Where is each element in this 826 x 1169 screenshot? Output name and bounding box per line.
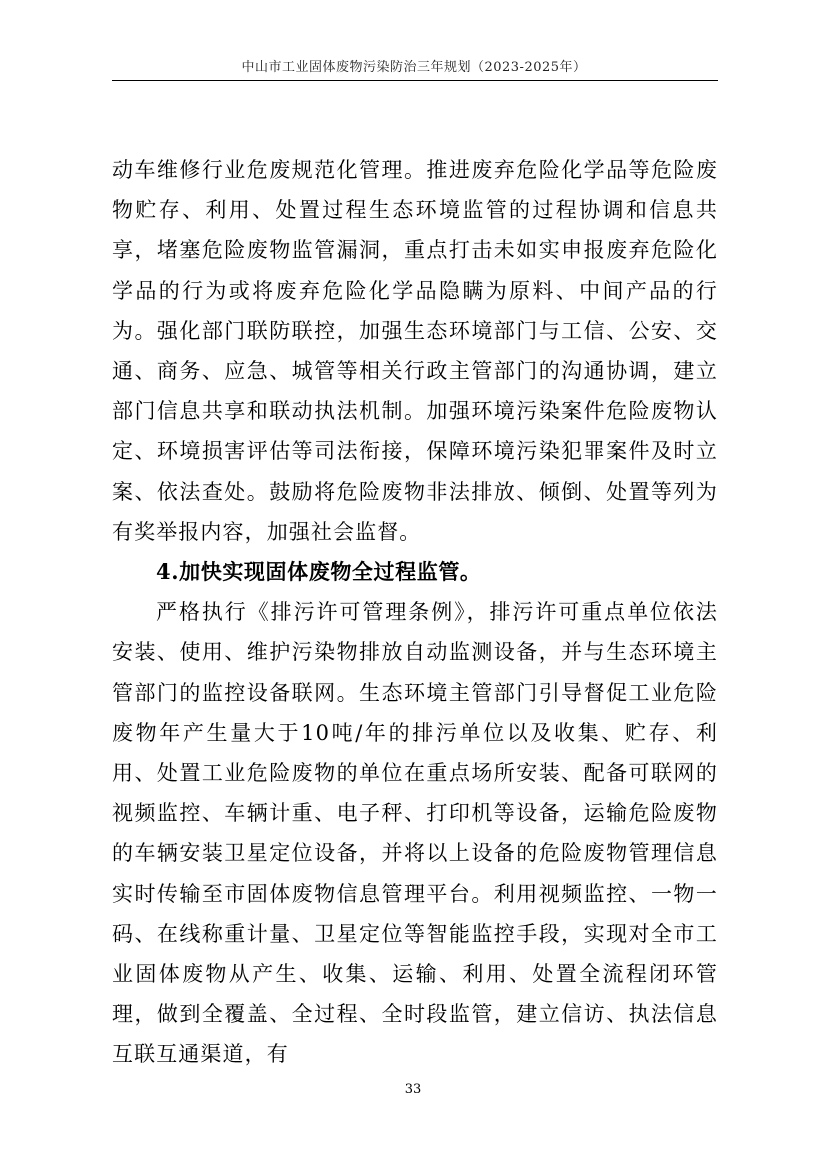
page-number: 33 bbox=[404, 1082, 422, 1097]
document-body bbox=[112, 150, 718, 1075]
header-divider bbox=[112, 80, 718, 81]
body-paragraph-continued: 动车维修行业危废规范化管理。推进废弃危险化学品等危险废物贮存、利用、处置过程生态环境监管的过程协调和信息共享，堵塞危险废物监管漏洞，重点打击未如实申报废弃危险化学品的行为或将废弃危险化学品隐瞒为原料、中间产品的行为。强化部门联防联控，加强生态环境部门与工信、公安、交通、商务、应急、城管等相关行政主管部门的沟通协调，建立部门信息共享和联动执法机制。加强环境污染案件危险废物认定、环境损害评估等司法衔接，保障环境污染犯罪案件及时立案、依法查处。鼓励将危险废物非法排放、倾倒、处置等列为有奖举报内容，加强社会监督。 bbox=[112, 158, 718, 544]
running-header: 中山市工业固体废物污染防治三年规划（2023-2025年） bbox=[241, 60, 587, 75]
body-paragraph: 严格执行《排污许可管理条例》，排污许可重点单位依法安装、使用、维护污染物排放自动监测设备，并与生态环境主管部门的监控设备联网。生态环境主管部门引导督促工业危险废物年产生量大于10吨/年的排污单位以及收集、贮存、利用、处置工业危险废物的单位在重点场所安装、配备可联网的视频监控、车辆计重、电子秤、打印机等设备，运输危险废物的车辆安装卫星定位设备，并将以上设备的危险废物管理信息实时传输至市固体废物信息管理平台。利用视频监控、一物一码、在线称重计量、卫星定位等智能监控手段，实现对全市工业固体废物从产生、收集、运输、利用、处置全流程闭环管理，做到全覆盖、全过程、全时段监管，建立信访、执法信息互联互通渠道，有 bbox=[112, 600, 718, 1067]
section-heading: 4.加快实现固体废物全过程监管。 bbox=[156, 559, 482, 585]
